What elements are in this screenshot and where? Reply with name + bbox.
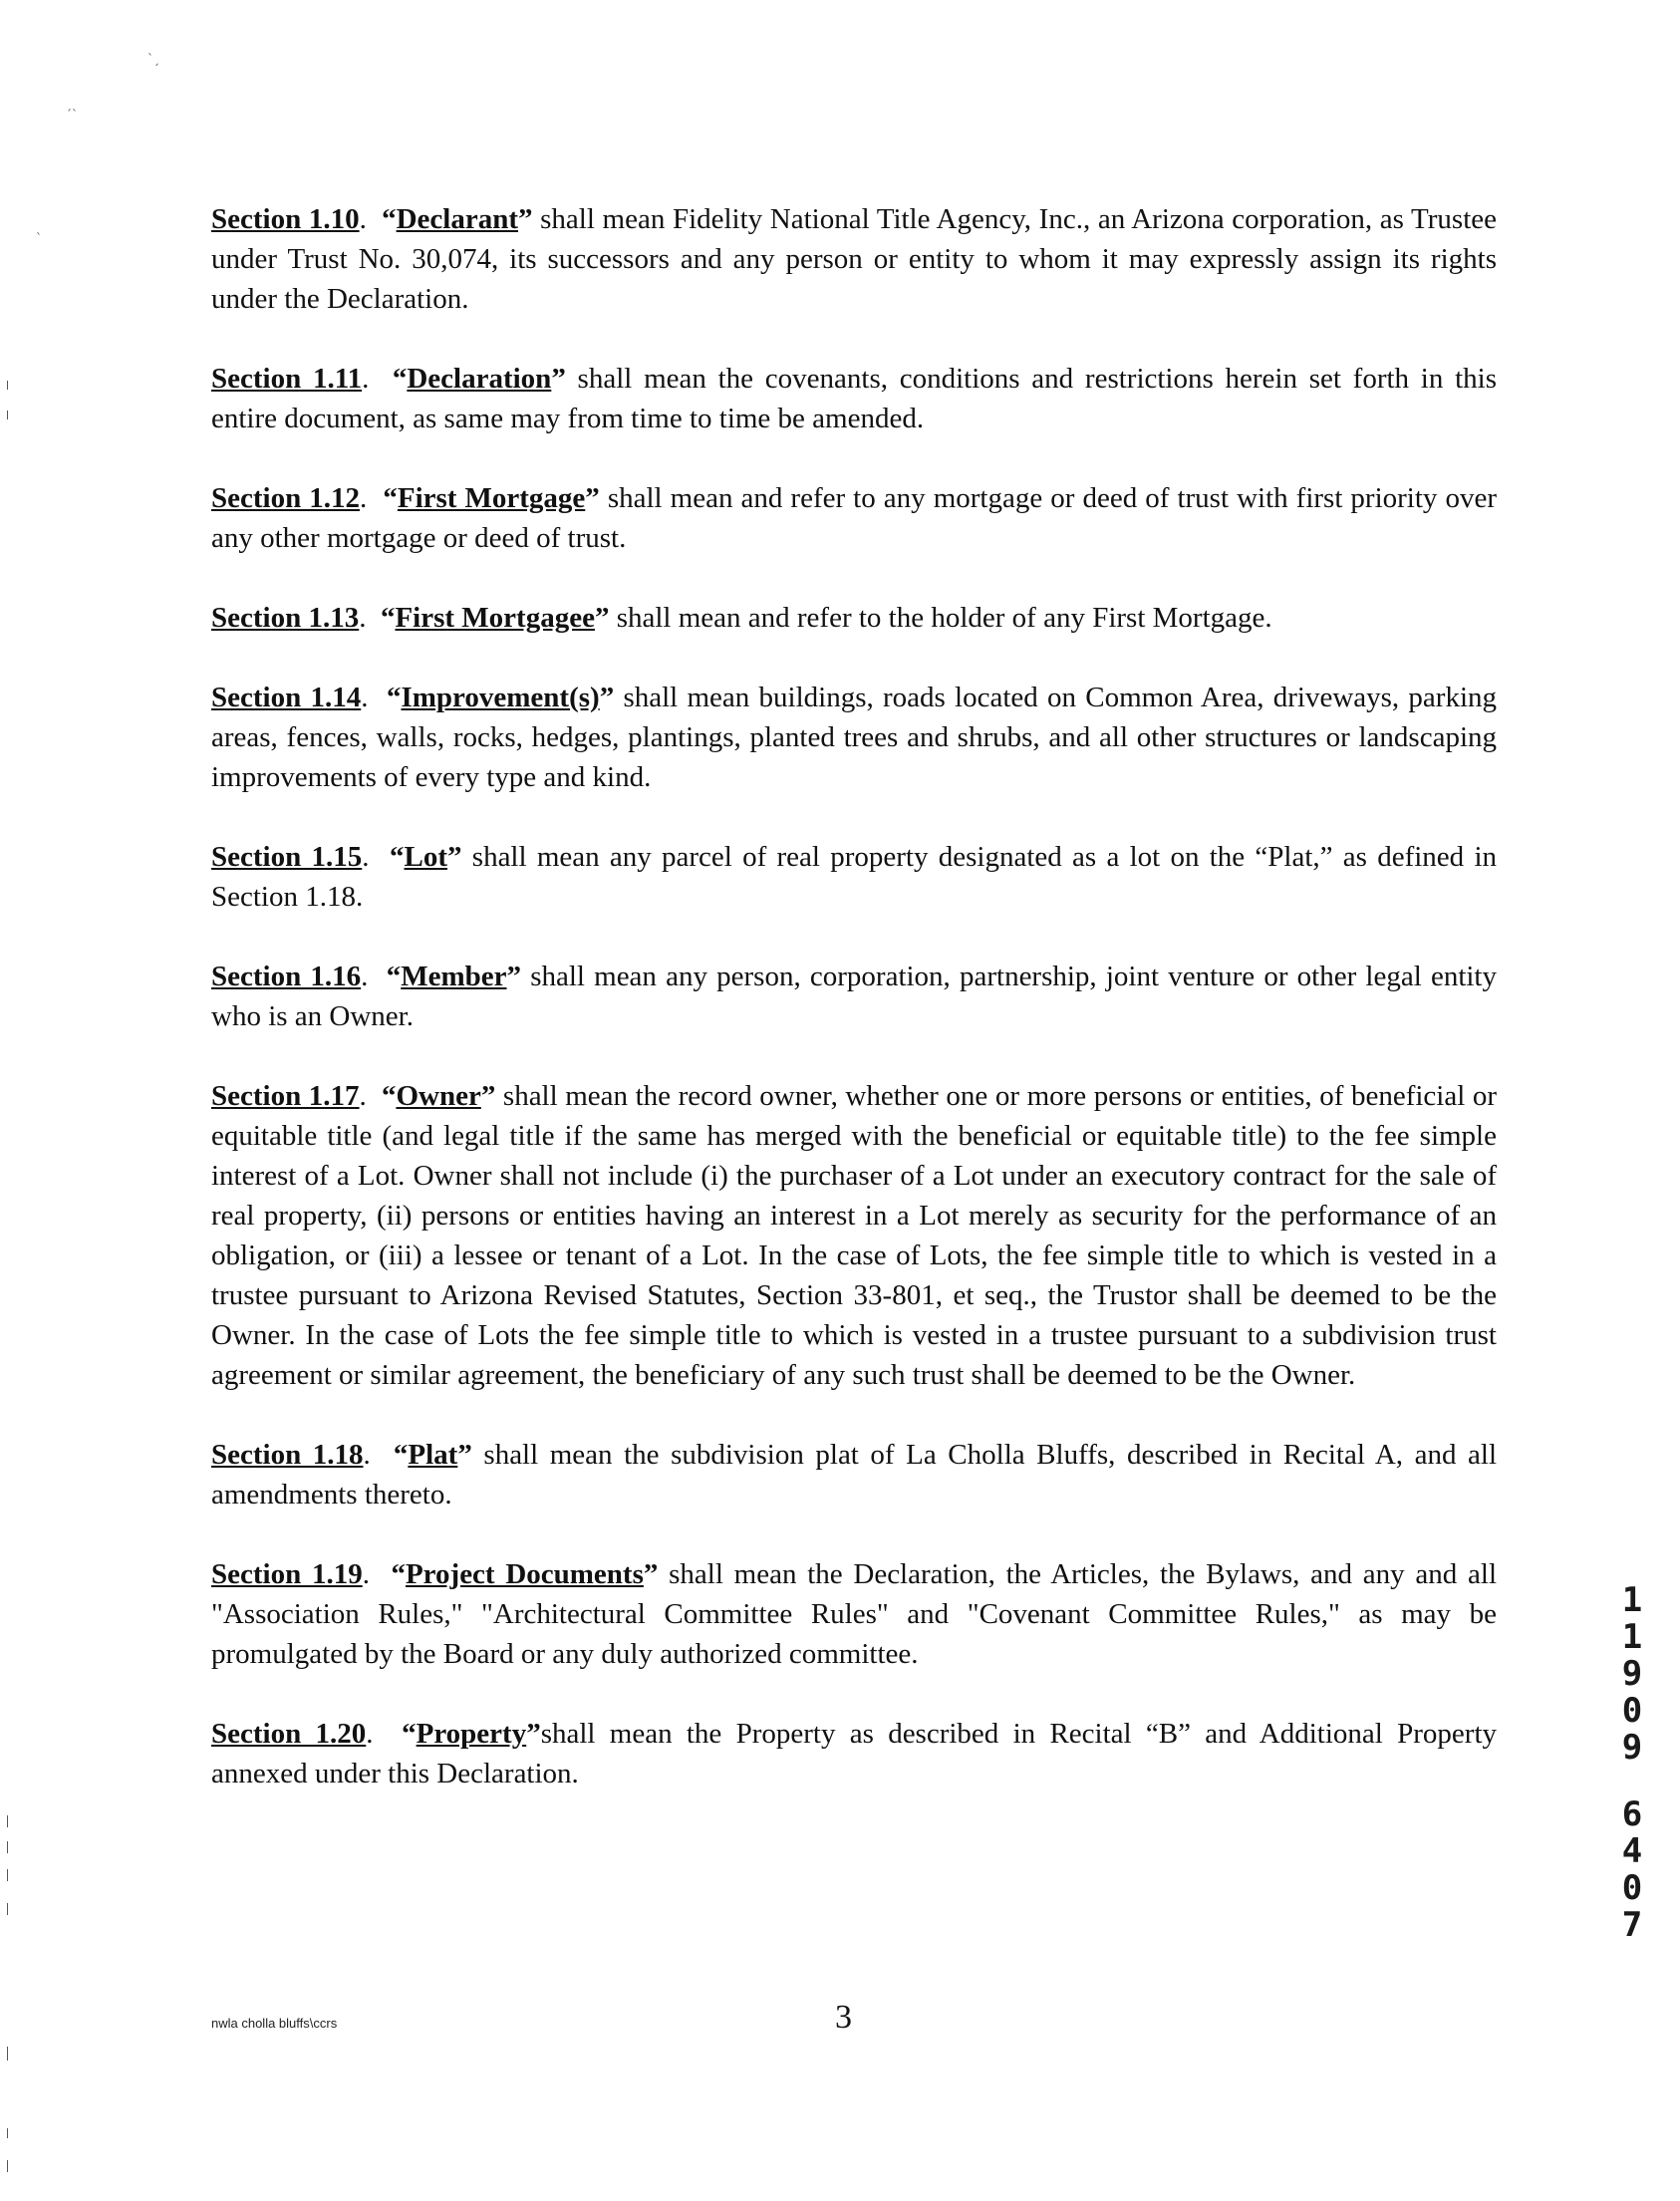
defined-term: “Owner” xyxy=(381,1080,496,1112)
section-text: shall mean the record owner, whether one or more persons or entities, of beneficial or equitable title (and legal title if the same has merged with the beneficial or equitable title) to the fee simple interest of a Lot. Owner shall not include (i) the purchaser of a Lot under an executory contract for the sale of real property, (ii) persons or entities having an interest in a Lot merely as security for the performance of an obligation, or (iii) a lessee or tenant of a Lot. In the case of Lots, the fee simple title to which is vested in a trustee pursuant to Arizona Revised Statutes, Section 33-801, et seq., the Trustor shall be deemed to be the Owner. In the case of Lots the fee simple title to which is vested in a trustee pursuant to a subdivision trust agreement or similar agreement, the beneficiary of any such trust shall be deemed to be the Owner. xyxy=(211,1080,1498,1391)
section-number: Section 1.14 xyxy=(211,682,362,713)
footer-file-path: nwla cholla bluffs\ccrs xyxy=(211,2016,338,2031)
scan-mark xyxy=(7,1869,8,1881)
scan-speck: ˋˏ xyxy=(147,52,159,66)
section-1-14: Section 1.14. “Improvement(s)” shall mean buildings, roads located on Common Area, driveways, parking areas, fences, walls, rocks, hedges, plantings, planted trees and shrubs, and all other structures or landscaping improvements of every type and kind. xyxy=(211,682,1498,793)
section-1-20: Section 1.20. “Property”shall mean the Property as described in Recital “B” and Additional Property annexed under this Declaration. xyxy=(211,1718,1498,1789)
defined-term: “Declarant” xyxy=(382,203,533,235)
scan-mark xyxy=(7,1841,8,1853)
defined-term: “Property” xyxy=(402,1718,541,1750)
section-number: Section 1.18 xyxy=(211,1439,364,1471)
section-number: Section 1.12 xyxy=(211,482,361,514)
stamp-digit: 6 xyxy=(1621,1794,1643,1834)
section-1-17: Section 1.17. “Owner” shall mean the record owner, whether one or more persons or entities, of beneficial or equitable title (and legal title if the same has merged with the beneficial or equitable title) to the fee simple interest of a Lot. Owner shall not include (i) the purchaser of a Lot under an executory contract for the sale of real property, (ii) persons or entities having an interest in a Lot merely as security for the performance of an obligation, or (iii) a lessee or tenant of a Lot. In the case of Lots, the fee simple title to which is vested in a trustee pursuant to Arizona Revised Statutes, Section 33-801, et seq., the Trustor shall be deemed to be the Owner. In the case of Lots the fee simple title to which is vested in a trustee pursuant to a subdivision trust agreement or similar agreement, the beneficiary of any such trust shall be deemed to be the Owner. xyxy=(211,1080,1498,1391)
defined-term: “Member” xyxy=(386,961,522,992)
section-number: Section 1.20 xyxy=(211,1718,367,1750)
section-text: shall mean and refer to any mortgage or deed of trust with first priority over any other mortgage or deed of trust. xyxy=(211,482,1497,554)
section-text: shall mean the covenants, conditions and restrictions herein set forth in this entire document, as same may from time to time be amended. xyxy=(211,363,1497,434)
scan-mark xyxy=(7,381,8,390)
section-1-11: Section 1.11. “Declaration” shall mean the covenants, conditions and restrictions herein set forth in this entire document, as same may from time to time be amended. xyxy=(211,363,1497,434)
section-1-10: Section 1.10. “Declarant” shall mean Fidelity National Title Agency, Inc., an Arizona corporation, as Trustee under Trust No. 30,074, its successors and any person or entity to whom it may expressly assign its rights under the Declaration. xyxy=(211,203,1497,315)
section-text: shall mean the subdivision plat of La Cholla Bluffs, described in Recital A, and all amendments thereto. xyxy=(211,1439,1498,1511)
page-number: 3 xyxy=(835,1999,852,2036)
stamp-digit: 0 xyxy=(1621,1691,1643,1731)
stamp-digit: 7 xyxy=(1621,1905,1643,1945)
defined-term: “Improvement(s)” xyxy=(386,682,615,713)
stamp-digit: 9 xyxy=(1621,1728,1643,1768)
section-text: shall mean any person, corporation, partnership, joint venture or other legal entity who is an Owner. xyxy=(211,961,1497,1032)
section-number: Section 1.13 xyxy=(211,602,360,634)
recording-number-stamp xyxy=(1612,1582,1652,1944)
section-1-19: Section 1.19. “Project Documents” shall mean the Declaration, the Articles, the Bylaws, and any and all "Association Rules," "Architectural Committee Rules" and "Covenant Committee Rules," as may be promulgated by the Board or any duly authorized committee. xyxy=(211,1558,1498,1670)
section-number: Section 1.19 xyxy=(211,1558,363,1590)
defined-term: “Project Documents” xyxy=(391,1558,659,1590)
section-number: Section 1.10 xyxy=(211,203,360,235)
section-1-13: Section 1.13. “First Mortgagee” shall mean and refer to the holder of any First Mortgage. xyxy=(211,602,1272,634)
section-text: shall mean the Property as described in Recital “B” and Additional Property annexed under this Declaration. xyxy=(211,1718,1498,1789)
defined-term: “First Mortgage” xyxy=(383,482,600,514)
stamp-digit: 0 xyxy=(1621,1868,1643,1908)
definitions-body xyxy=(211,199,1497,1833)
scan-mark xyxy=(7,2160,8,2172)
section-1-12: Section 1.12. “First Mortgage” shall mean and refer to any mortgage or deed of trust with first priority over any other mortgage or deed of trust. xyxy=(211,482,1497,554)
defined-term: “First Mortgagee” xyxy=(380,602,610,634)
section-number: Section 1.17 xyxy=(211,1080,360,1112)
section-number: Section 1.16 xyxy=(211,961,362,992)
section-1-16: Section 1.16. “Member” shall mean any person, corporation, partnership, joint venture or other legal entity who is an Owner. xyxy=(211,961,1497,1032)
scan-speck: ˋ xyxy=(36,231,42,245)
defined-term: “Declaration” xyxy=(392,363,566,395)
section-text: shall mean buildings, roads located on Common Area, driveways, parking areas, fences, walls, rocks, hedges, plantings, planted trees and shrubs, and all other structures or landscaping improvements of every type and kind. xyxy=(211,682,1498,793)
defined-term: “Plat” xyxy=(393,1439,472,1471)
scan-mark xyxy=(7,2047,8,2061)
scan-mark xyxy=(7,411,8,419)
section-text: shall mean Fidelity National Title Agency, Inc., an Arizona corporation, as Trustee under Trust No. 30,074, its successors and any person or entity to whom it may expressly assign its rights under the Declaration. xyxy=(211,203,1497,315)
scan-mark xyxy=(7,1903,8,1915)
scan-mark xyxy=(7,2128,8,2138)
section-1-15: Section 1.15. “Lot” shall mean any parcel of real property designated as a lot on the “Plat,” as defined in Section 1.18. xyxy=(211,841,1498,913)
section-1-18: Section 1.18. “Plat” shall mean the subdivision plat of La Cholla Bluffs, described in Recital A, and all amendments thereto. xyxy=(211,1439,1498,1511)
scan-mark xyxy=(7,1815,8,1827)
stamp-digit: 4 xyxy=(1621,1831,1643,1871)
stamp-digit: 9 xyxy=(1621,1654,1643,1694)
scan-speck: ˊˋ xyxy=(66,108,78,122)
stamp-digit: 1 xyxy=(1621,1580,1643,1620)
section-number: Section 1.15 xyxy=(211,841,363,873)
stamp-spacer xyxy=(1612,1767,1652,1796)
defined-term: “Lot” xyxy=(390,841,462,873)
stamp-digit: 1 xyxy=(1621,1617,1643,1657)
section-text: shall mean any parcel of real property designated as a lot on the “Plat,” as defined in Section 1.18. xyxy=(211,841,1498,913)
section-text: shall mean the Declaration, the Articles, the Bylaws, and any and all "Association Rules," "Architectural Committee Rules" and "Covenant Committee Rules," as may be promulgated by the Board or any duly authorized committee. xyxy=(211,1558,1498,1670)
section-text: shall mean and refer to the holder of any First Mortgage. xyxy=(609,602,1272,634)
section-number: Section 1.11 xyxy=(211,363,363,395)
